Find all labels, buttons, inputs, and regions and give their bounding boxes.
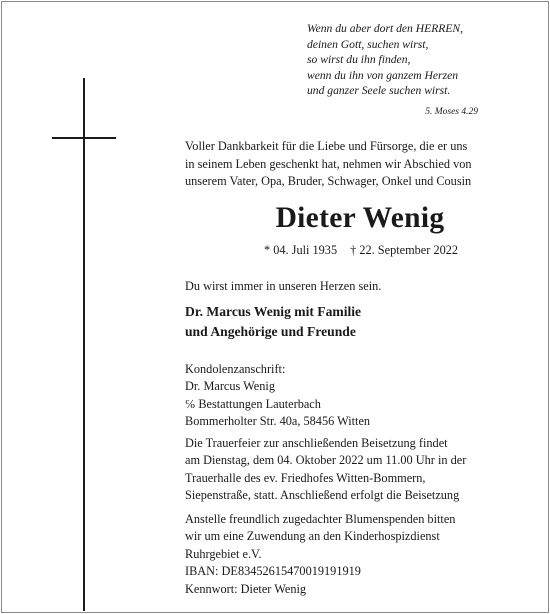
condolence-line: ℅ Bestattungen Lauterbach [185, 396, 321, 411]
funeral-details [185, 435, 466, 505]
verse-line: deinen Gott, suchen wirst, [307, 37, 429, 51]
cross-horizontal-bar [52, 137, 116, 139]
condolence-line: Kondolenzanschrift: [185, 362, 286, 376]
verse-line: und ganzer Seele suchen wirst. [307, 84, 451, 98]
mourners [185, 302, 361, 342]
verse-reference: 5. Moses 4.29 [425, 107, 478, 117]
verse-line: Wenn du aber dort den HERREN, [307, 22, 464, 35]
donation-line: wir um eine Zuwendung an den Kinderhospizdienst [185, 529, 440, 544]
bible-verse [307, 21, 507, 99]
condolence-line: Bommerholter Str. 40a, 58456 Witten [185, 414, 371, 429]
verse-line: wenn du ihn von ganzem Herzen [307, 68, 459, 82]
intro-text [185, 138, 525, 191]
donation-iban: IBAN: DE83452615470019191919 [185, 564, 361, 579]
donation-line: Anstelle freundlich zugedachter Blumenspenden bitten [185, 512, 456, 526]
funeral-line: Siepenstraße, statt. Anschließend erfolgt die Beisetzung [185, 488, 460, 503]
verse-line: so wirst du ihn finden, [307, 53, 411, 67]
donation-line: Ruhrgebiet e.V. [185, 546, 262, 561]
condolence-address [185, 361, 370, 431]
death-date: † 22. September 2022 [350, 243, 459, 257]
mourners-line: Dr. Marcus Wenig mit Familie [185, 304, 362, 319]
intro-line: Voller Dankbarkeit für die Liebe und Fürsorge, die er uns [185, 139, 468, 153]
birth-date: * 04. Juli 1935 [264, 243, 338, 257]
donation-request [185, 511, 455, 598]
funeral-line: Die Trauerfeier zur anschließenden Beisetzung findet [185, 436, 448, 450]
funeral-line: Trauerhalle des ev. Friedhofes Witten-Bommern, [185, 470, 426, 485]
condolence-line: Dr. Marcus Wenig [185, 379, 275, 394]
cross-vertical-bar [83, 78, 85, 611]
life-dates [264, 243, 458, 258]
donation-keyword: Kennwort: Dieter Wenig [185, 581, 307, 596]
intro-line: in seinem Leben geschenkt hat, nehmen wir Abschied von [185, 156, 472, 171]
memorial-line: Du wirst immer in unseren Herzen sein. [185, 279, 382, 293]
deceased-name: Dieter Wenig [275, 202, 445, 234]
intro-line: unserem Vater, Opa, Bruder, Schwager, Onkel und Cousin [185, 174, 472, 189]
funeral-line: am Dienstag, dem 04. Oktober 2022 um 11.00 Uhr in der [185, 453, 467, 468]
mourners-line: und Angehörige und Freunde [185, 324, 356, 340]
